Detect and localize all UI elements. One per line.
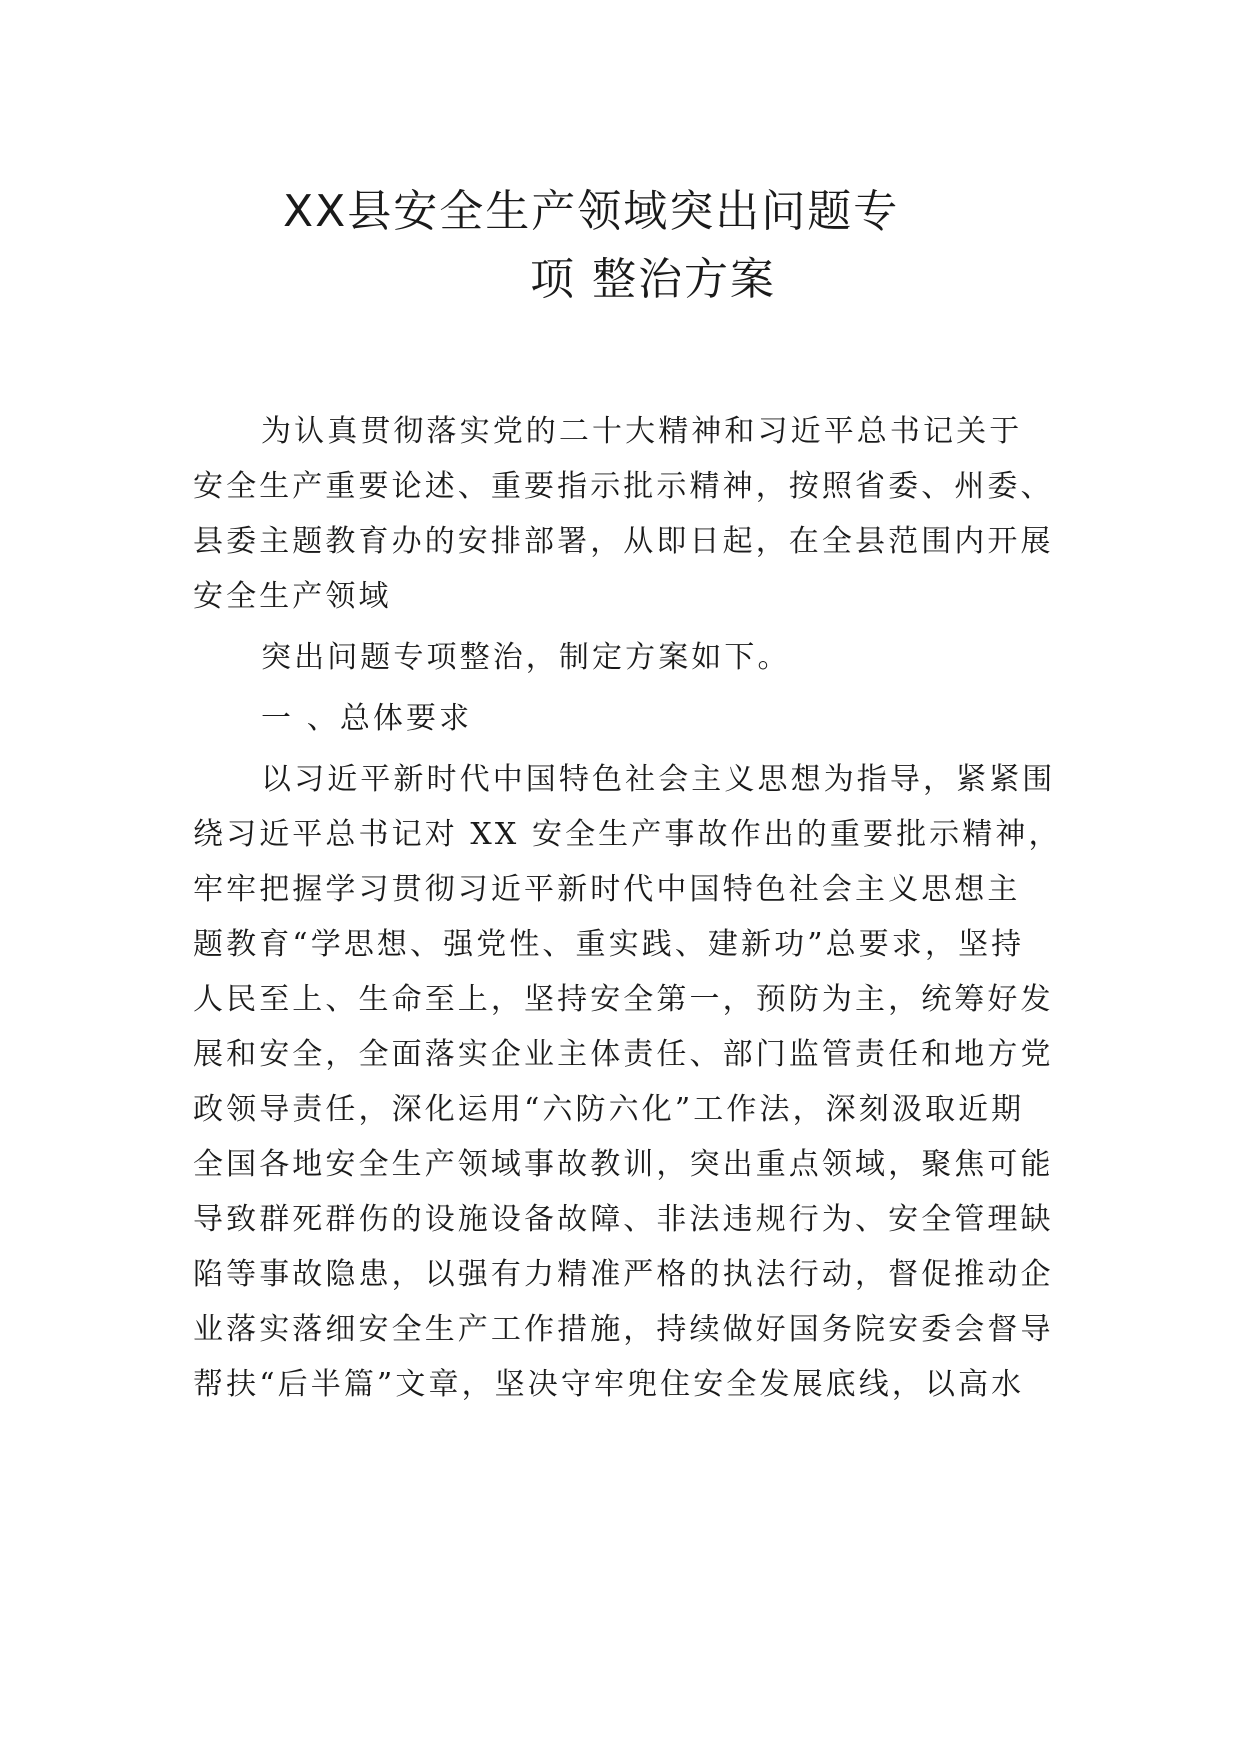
text-line: 为认真贯彻落实党的二十大精神和习近平总书记关于: [261, 414, 1023, 449]
title-line-1: XX县安全生产领域突出问题专: [283, 186, 900, 237]
title-line-2: 项 整治方案: [530, 254, 776, 305]
text-line: 展和安全，全面落实企业主体责任、部门监管责任和地方党: [193, 1037, 1054, 1072]
text-line: 人民至上、生命至上，坚持安全第一，预防为主，统筹好发: [193, 982, 1054, 1017]
text-line: 牢牢把握学习贯彻习近平新时代中国特色社会主义思想主: [193, 872, 1021, 907]
text-line: 县委主题教育办的安排部署，从即日起，在全县范围内开展: [193, 524, 1054, 559]
text-line: 陷等事故隐患，以强有力精准严格的执法行动，督促推动企: [193, 1257, 1054, 1292]
paragraph-general-requirements: [193, 752, 1062, 1412]
text-line: 全国各地安全生产领域事故教训，突出重点领域，聚焦可能: [193, 1147, 1054, 1182]
text-line: 以习近平新时代中国特色社会主义思想为指导，紧紧围: [261, 762, 1056, 797]
paragraph-intro: [193, 404, 1054, 624]
document-title: [0, 178, 1240, 314]
section-heading: 一 、总体要求: [261, 701, 473, 736]
text-line: 导致群死群伤的设施设备故障、非法违规行为、安全管理缺: [193, 1202, 1054, 1237]
text-line: 业落实落细安全生产工作措施，持续做好国务院安委会督导: [193, 1312, 1054, 1347]
document-body: [193, 404, 1062, 1412]
text-line: 绕习近平总书记对 XX 安全生产事故作出的重要批示精神，: [193, 817, 1062, 852]
text-line: 帮扶“后半篇”文章，坚决守牢兜住安全发展底线，以高水: [193, 1367, 1025, 1402]
text-line: 安全生产领域: [193, 579, 392, 614]
text-line: 题教育“学思想、强党性、重实践、建新功”总要求，坚持: [193, 927, 1025, 962]
text-line: 政领导责任，深化运用“六防六化”工作法，深刻汲取近期: [193, 1092, 1025, 1127]
text-line: 安全生产重要论述、重要指示批示精神，按照省委、州委、: [193, 469, 1054, 504]
paragraph-continuation: 突出问题专项整治，制定方案如下。: [261, 640, 791, 675]
